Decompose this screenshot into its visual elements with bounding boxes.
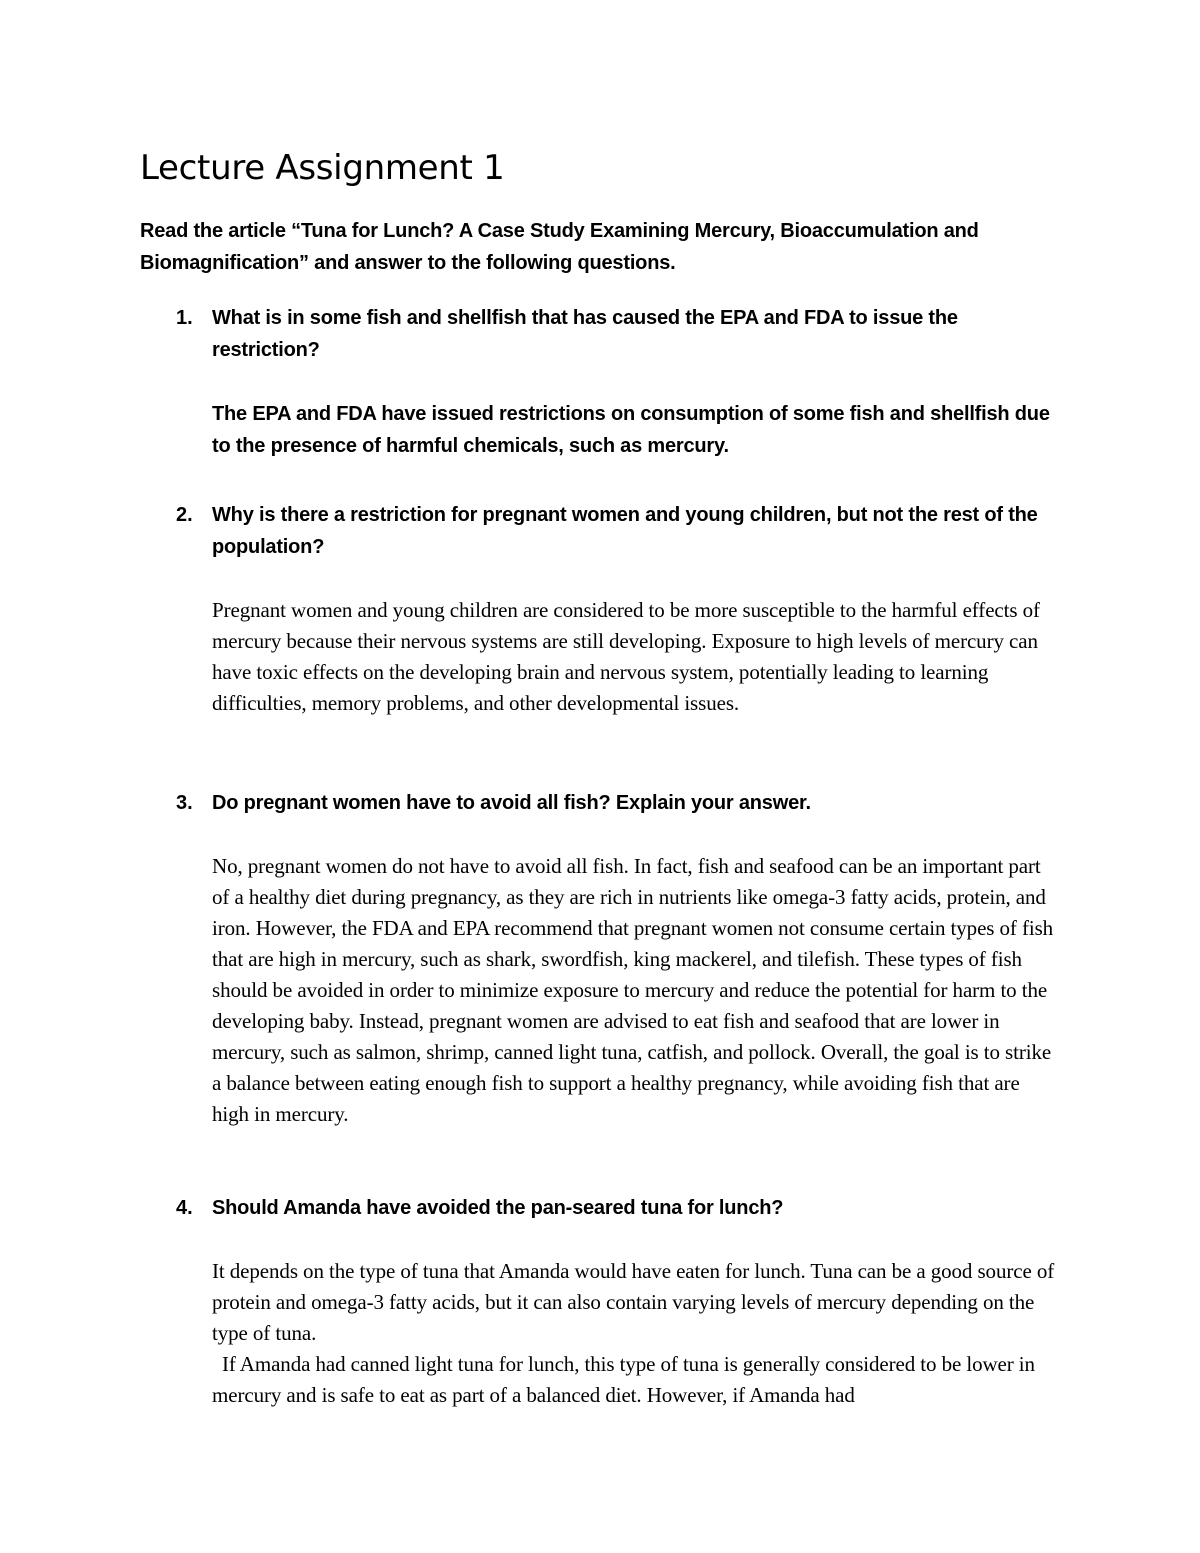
question-text: Do pregnant women have to avoid all fish? Explain your answer. [212,792,811,814]
question-text: Why is there a restriction for pregnant women and young children, but not the rest of the population? [212,504,1038,558]
question-item-4 [140,1192,1060,1411]
answer-text: The EPA and FDA have issued restrictions on consumption of some fish and shellfish due to the presence of harmful chemicals, such as mercury. [212,403,1050,457]
question-number: 3. [176,792,193,814]
answer-paragraph-1: It depends on the type of tuna that Amanda would have eaten for lunch. Tuna can be a good source of protein and omega-3 fatty acids, but it can also contain varying levels of mercury depending on the type of tuna. [212,1259,1055,1345]
question-number: 1. [176,307,193,329]
question-item-3 [140,787,1060,1130]
question-item-1 [140,302,1060,462]
question-text: What is in some fish and shellfish that has caused the EPA and FDA to issue the restriction? [212,307,958,361]
answer-text: Pregnant women and young children are considered to be more susceptible to the harmful effects of mercury because their nervous systems are still developing. Exposure to high levels of mercury can have toxic effects on the developing brain and nervous system, potentially leading to learning difficulties, memory problems, and other developmental issues. [212,598,1040,715]
assignment-instructions: Read the article “Tuna for Lunch? A Case Study Examining Mercury, Bioaccumulation and Biomagnification” and answer to the following questions. [140,220,979,274]
answer-paragraph-2: If Amanda had canned light tuna for lunch, this type of tuna is generally considered to be lower in mercury and is safe to eat as part of a balanced diet. However, if Amanda had [212,1352,1035,1407]
document-title: Lecture Assignment 1 [140,148,505,188]
question-number: 4. [176,1197,193,1219]
question-item-2 [140,499,1060,719]
question-number: 2. [176,504,193,526]
answer-text: No, pregnant women do not have to avoid all fish. In fact, fish and seafood can be an important part of a healthy diet during pregnancy, as they are rich in nutrients like omega-3 fatty acids, protein, and iron. However, the FDA and EPA recommend that pregnant women not consume certain types of fish that are high in mercury, such as shark, swordfish, king mackerel, and tilefish. These types of fish should be avoided in order to minimize exposure to mercury and reduce the potential for harm to the developing baby. Instead, pregnant women are advised to eat fish and seafood that are lower in mercury, such as salmon, shrimp, canned light tuna, catfish, and pollock. Overall, the goal is to strike a balance between eating enough fish to support a healthy pregnancy, while avoiding fish that are high in mercury. [212,854,1054,1126]
question-text: Should Amanda have avoided the pan-seared tuna for lunch? [212,1197,784,1219]
